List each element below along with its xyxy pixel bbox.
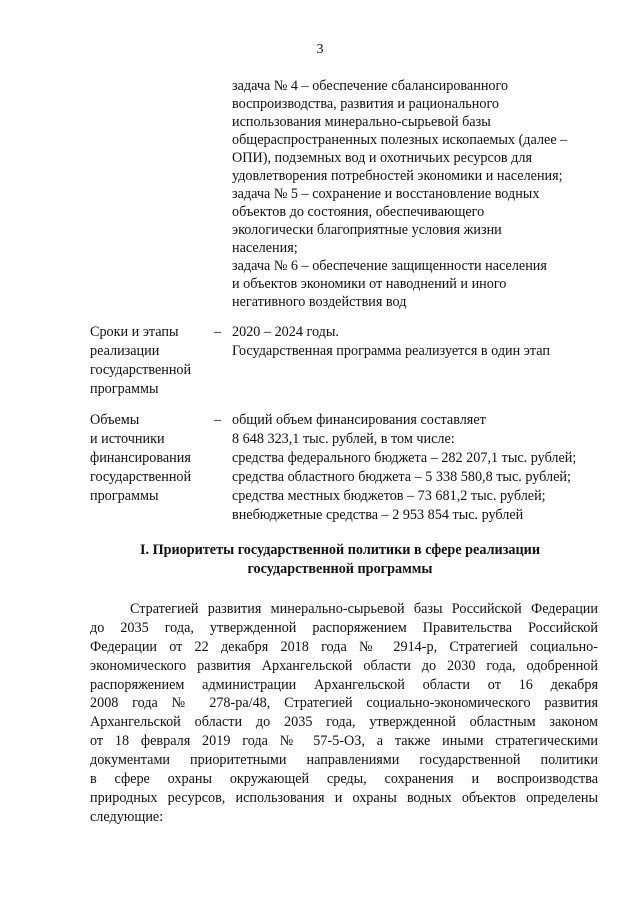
task-line: населения; [232, 240, 298, 256]
label-line: программы [90, 488, 159, 504]
label-line: государственной [90, 362, 192, 378]
timeline-value [232, 323, 612, 361]
label-line: программы [90, 381, 159, 397]
value-line: 8 648 323,1 тыс. рублей, в том числе: [232, 431, 455, 447]
task-line: объектов до состояния, обеспечивающего [232, 204, 485, 220]
value-line: средства федерального бюджета – 282 207,1 тыс. рублей; [232, 450, 577, 466]
task-line: использования минерально-сырьевой базы [232, 114, 491, 130]
value-line: внебюджетные средства – 2 953 854 тыс. рублей [232, 507, 524, 523]
paragraph-line: Федерации от 22 декабря 2018 года № 2914-р, Стратегией социально- [90, 638, 598, 655]
paragraph-line: экономического развития Архангельской области до 2030 года, одобренной [90, 657, 598, 674]
label-line: государственной [90, 469, 192, 485]
value-line: средства областного бюджета – 5 338 580,8 тыс. рублей; [232, 469, 571, 485]
task-line: ОПИ), подземных вод и охотничьих ресурсов для [232, 150, 532, 166]
label-line: Сроки и этапы [90, 324, 179, 340]
label-line: финансирования [90, 450, 191, 466]
tasks-block [232, 77, 612, 311]
paragraph-line: Стратегией развития минерально-сырьевой базы Российской Федерации [130, 601, 598, 617]
task-line: и объектов экономики от наводнений и иного [232, 276, 507, 292]
task-line: общераспространенных полезных ископаемых (далее – [232, 132, 568, 148]
heading-line: государственной программы [247, 561, 433, 577]
task-line: задача № 4 – обеспечение сбалансированного [232, 78, 509, 94]
value-line: средства местных бюджетов – 73 681,2 тыс. рублей; [232, 488, 546, 504]
paragraph-line: Архангельской области до 2035 года, утвержденной областным законом [90, 714, 598, 731]
value-line: Государственная программа реализуется в один этап [232, 343, 550, 359]
task-line: задача № 5 – сохранение и восстановление водных [232, 186, 540, 202]
task-line: задача № 6 – обеспечение защищенности населения [232, 258, 547, 274]
body-paragraph [90, 600, 598, 827]
label-line: Объемы [90, 412, 140, 428]
label-line: и источники [90, 431, 165, 447]
row-dash: – [214, 324, 222, 340]
page-number: 3 [316, 42, 324, 57]
financing-label [90, 411, 215, 506]
label-line: реализации [90, 343, 160, 359]
timeline-label [90, 323, 215, 399]
paragraph-line: следующие: [90, 808, 164, 825]
financing-value [232, 411, 612, 525]
paragraph-line: 2008 года № 278-ра/48, Стратегией социально-экономического развития [90, 695, 598, 712]
task-line: воспроизводства, развития и рационального [232, 96, 499, 112]
row-dash: – [214, 412, 222, 428]
task-line: удовлетворения потребностей экономики и населения; [232, 168, 563, 184]
paragraph-line: природных ресурсов, использования и охраны водных объектов определены [90, 789, 598, 806]
heading-line: I. Приоритеты государственной политики в сфере реализации [139, 542, 541, 558]
paragraph-line: распоряжением администрации Архангельской области от 16 декабря [90, 676, 598, 693]
paragraph-line: до 2035 года, утвержденной распоряжением Правительства Российской [90, 619, 598, 636]
task-line: экологически благоприятные условия жизни [232, 222, 502, 238]
task-line: негативного воздействия вод [232, 294, 407, 310]
value-line: 2020 – 2024 годы. [232, 324, 339, 340]
paragraph-line: в сфере охраны окружающей среды, сохранения и воспроизводства [90, 771, 598, 788]
paragraph-line: от 18 февраля 2019 года № 57-5-ОЗ, а также иными стратегическими [90, 733, 598, 750]
paragraph-line: документами приоритетными направлениями государственной политики [90, 752, 598, 769]
value-line: общий объем финансирования составляет [232, 412, 486, 428]
section-heading [80, 541, 600, 579]
